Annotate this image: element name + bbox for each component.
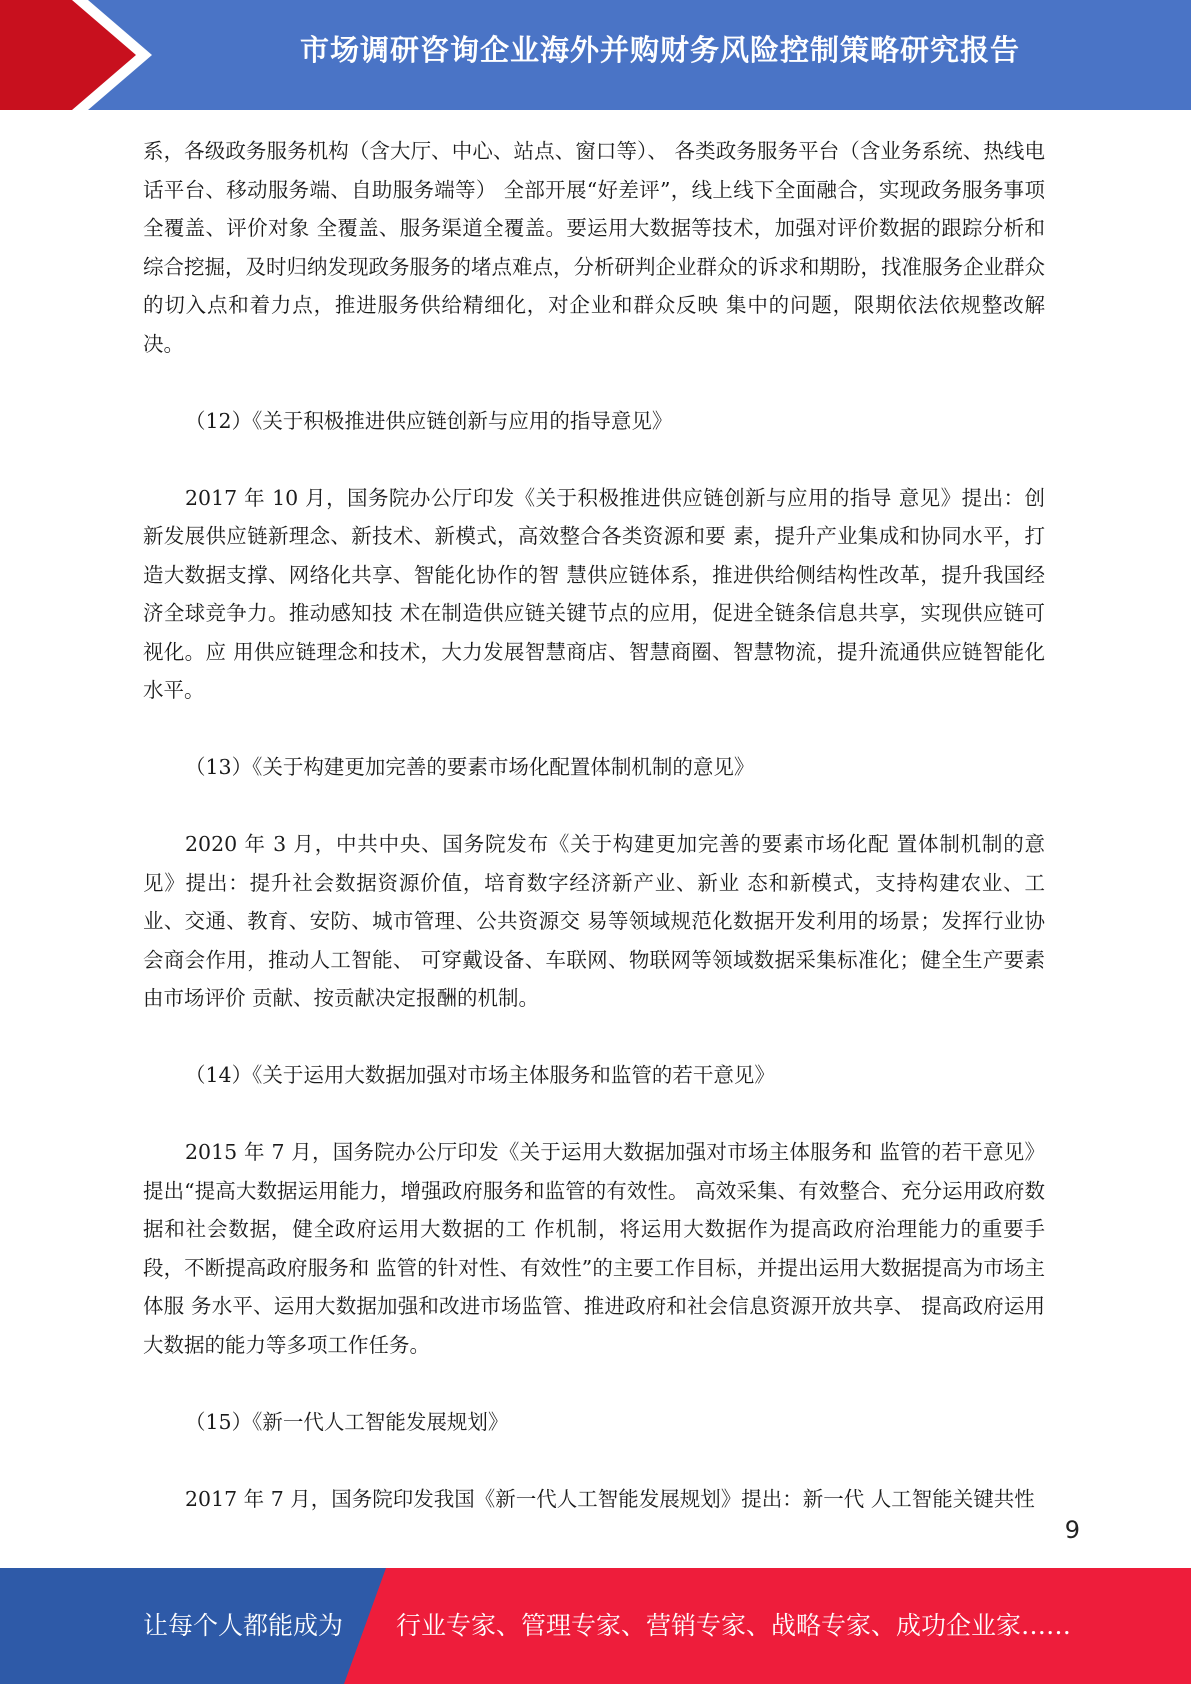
section-heading: （12）《关于积极推进供应链创新与应用的指导意见》 — [185, 408, 673, 433]
body-paragraph: 2017 年 10 月，国务院办公厅印发《关于积极推进供应链创新与应用的指导 意见》提出：创新发展供应链新理念、新技术、新模式，高效整合各类资源和要 素，提升产业集成和协同水平，打造大数据支撑、网络化共享、智能化协作的智 慧供应链体系，推进供给侧结构性改革，提升我国经济全球竞争力。推动感知技 术在制造供应链关键节点的应用，促进全链条信息共享，实现供应链可视化。应 用供应链理念和技术，大力发展智慧商店、智慧商圈、智慧物流，提升流通供应链智能化水平。 — [143, 485, 1045, 702]
header-arrow-icon — [0, 0, 160, 110]
footer-slogan-left: 让每个人都能成为 — [143, 1611, 344, 1640]
section-heading: （13）《关于构建更加完善的要素市场化配置体制机制的意见》 — [185, 755, 755, 779]
paragraph-gap — [143, 1018, 1045, 1057]
paragraph-gap — [143, 1364, 1045, 1403]
page-header — [0, 0, 1191, 110]
page-footer — [0, 1568, 1191, 1684]
body-paragraph: 系，各级政务服务机构（含大厅、中心、站点、窗口等）、 各类政务服务平台（含业务系统、热线电话平台、移动服务端、自助服务端等） 全部开展“好差评”，线上线下全面融合，实现政务服务事项全覆盖、评价对象 全覆盖、服务渠道全覆盖。要运用大数据等技术，加强对评价数据的跟踪分析和 综合挖掘，及时归纳发现政务服务的堵点难点，分析研判企业群众的诉求和期盼，找准服务企业群众的切入点和着力点，推进服务供给精细化，对企业和群众反映 集中的问题，限期依法依规整改解决。 — [143, 139, 1045, 356]
paragraph-gap — [143, 1095, 1045, 1134]
page-number: 9 — [1064, 1516, 1080, 1544]
document-body — [143, 132, 1045, 1518]
page-title: 市场调研咨询企业海外并购财务风险控制策略研究报告 — [299, 33, 1020, 67]
body-paragraph: 2017 年 7 月，国务院印发我国《新一代人工智能发展规划》提出：新一代 人工智能关键共性 — [185, 1486, 1035, 1511]
footer-slogan-right: 行业专家、管理专家、营销专家、战略专家、成功企业家…… — [396, 1611, 1072, 1640]
paragraph-gap — [143, 787, 1045, 826]
section-heading: （15）《新一代人工智能发展规划》 — [185, 1409, 509, 1434]
paragraph-gap — [143, 440, 1045, 479]
paragraph-gap — [143, 1441, 1045, 1480]
body-paragraph: 2020 年 3 月，中共中央、国务院发布《关于构建更加完善的要素市场化配 置体制机制的意见》提出：提升社会数据资源价值，培育数字经济新产业、新业 态和新模式，支持构建农业、工业、交通、教育、安防、城市管理、公共资源交 易等领域规范化数据开发利用的场景；发挥行业协会商会作用，推动人工智能、 可穿戴设备、车联网、物联网等领域数据采集标准化；健全生产要素由市场评价 贡献、按贡献决定报酬的机制。 — [143, 832, 1045, 1010]
paragraph-gap — [143, 710, 1045, 749]
paragraph-gap — [143, 363, 1045, 402]
section-heading: （14）《关于运用大数据加强对市场主体服务和监管的若干意见》 — [185, 1063, 775, 1087]
body-paragraph: 2015 年 7 月，国务院办公厅印发《关于运用大数据加强对市场主体服务和 监管的若干意见》提出“提高大数据运用能力，增强政府服务和监管的有效性。 高效采集、有效整合、充分运用政府数据和社会数据，健全政府运用大数据的工 作机制，将运用大数据作为提高政府治理能力的重要手段，不断提高政府服务和 监管的针对性、有效性”的主要工作目标，并提出运用大数据提高为市场主体服 务水平、运用大数据加强和改进市场监管、推进政府和社会信息资源开放共享、 提高政府运用大数据的能力等多项工作任务。 — [143, 1140, 1045, 1357]
